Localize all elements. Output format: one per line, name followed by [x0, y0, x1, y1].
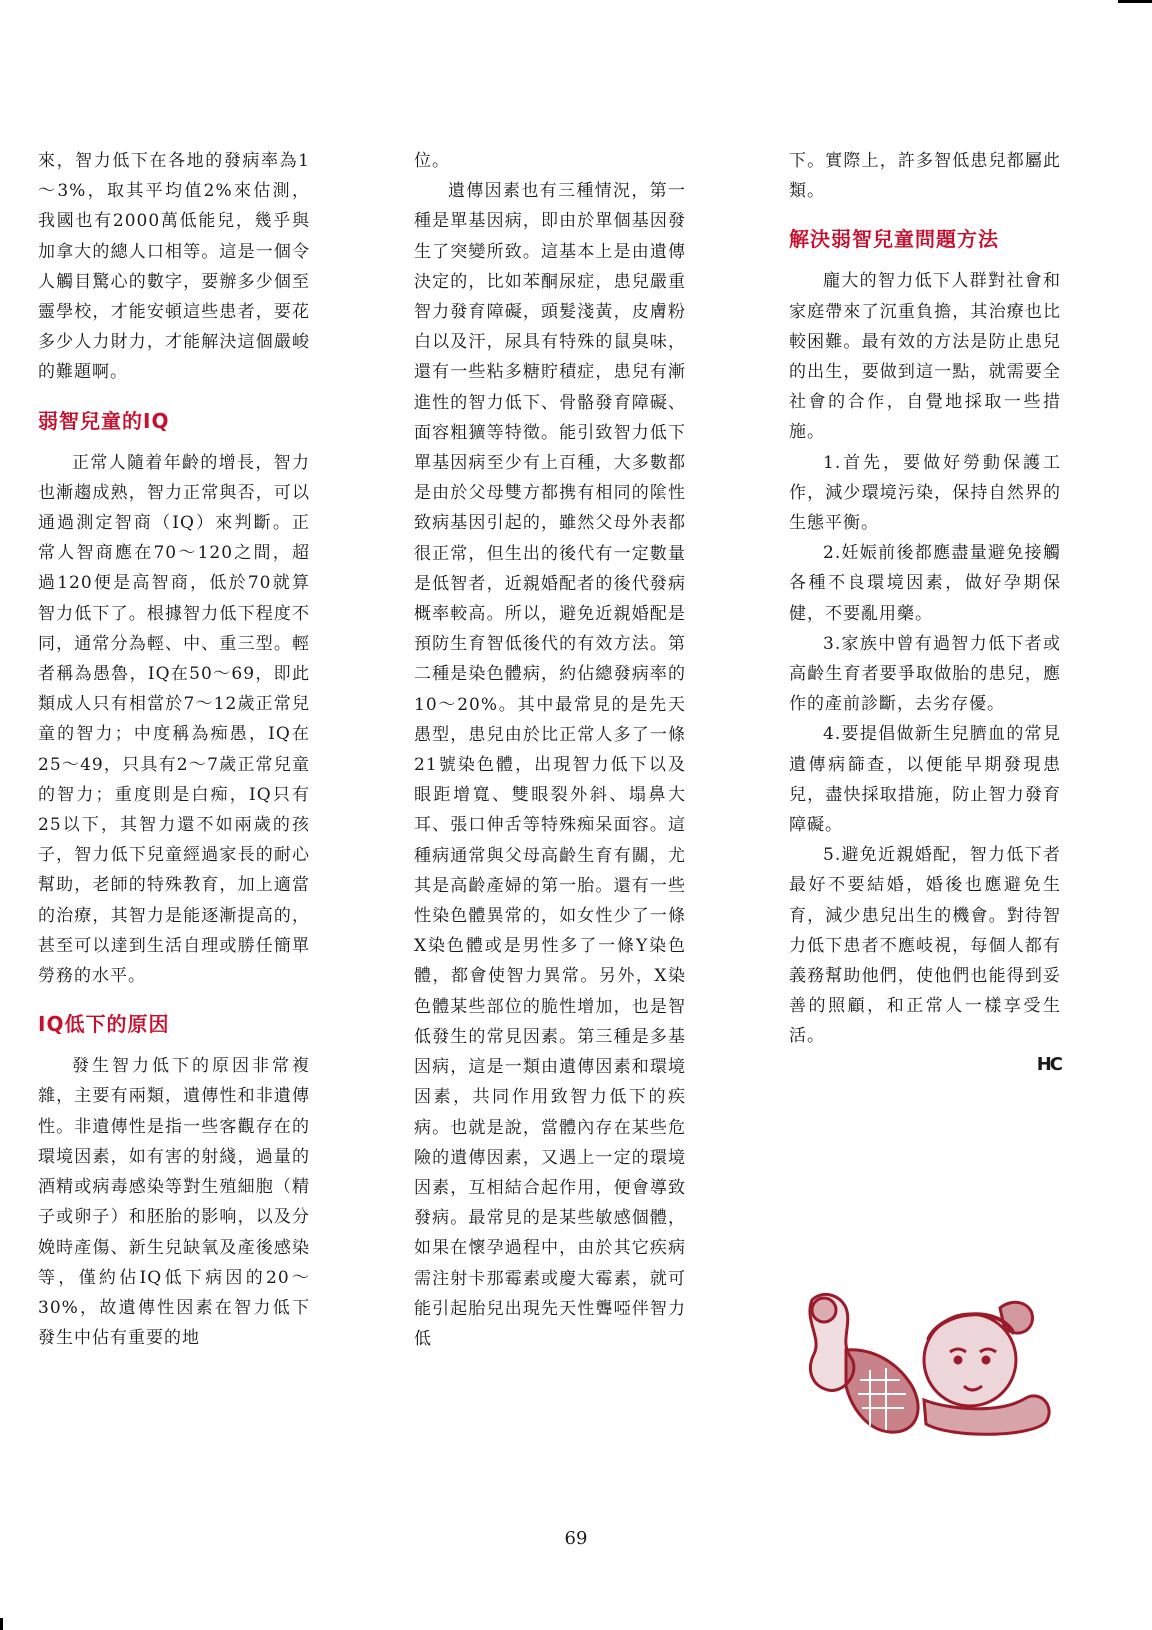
- section-heading-causes: IQ低下的原因: [38, 1012, 170, 1037]
- baby-illustration-icon: [800, 1290, 1070, 1440]
- paragraph: 4.要提倡做新生兒臍血的常見遺傳病篩查，以便能早期發現患兒，盡快採取措施，防止智力發育障礙。: [789, 724, 1061, 836]
- page-number: 69: [564, 1528, 588, 1549]
- column-3: [789, 146, 1061, 1075]
- paragraph: 位。: [414, 151, 450, 171]
- column-2: [414, 146, 686, 1354]
- paragraph: 5.避免近親婚配，智力低下者最好不要結婚，婚後也應避免生育，減少患兒出生的機會。對待智力低下患者不應岐視，每個人都有義務幫助他們，使他們也能得到妥善的照顧，和正常人一樣享受生活。: [789, 845, 1061, 1047]
- paragraph: 3.家族中曾有過智力低下者或高齡生育者要爭取做胎的患兒，應作的產前診斷，去劣存優。: [789, 633, 1061, 715]
- paragraph: 2.妊娠前後都應盡量避免接觸各種不良環境因素，做好孕期保健，不要亂用藥。: [789, 543, 1061, 624]
- end-mark: HC: [1036, 1053, 1061, 1075]
- crop-mark: [0, 1618, 3, 1630]
- paragraph: 遺傳因素也有三種情況，第一種是單基因病，即由於單個基因發生了突變所致。這基本上是由遺傳決定的，比如苯酮尿症，患兒嚴重智力發育障礙，頭髮淺黃，皮膚粉白以及汗，尿具有特殊的鼠臭味，還有一些粘多糖貯積症，患兒有漸進性的智力低下、骨骼發育障礙、面容粗獷等特徵。能引致智力低下單基因病至少有上百種，大多數都是由於父母雙方都携有相同的隂性致病基因引起的，雖然父母外表都很正常，但生出的後代有一定數量是低智者，近親婚配者的後代發病概率較高。所以，避免近親婚配是預防生育智低後代的有效方法。第二種是染色體病，約佔總發病率的10～20%。其中最常見的是先天愚型，患兒由於比正常人多了一條21號染色體，出現智力低下以及眼距增寬、雙眼裂外斜、塌鼻大耳、張口伸舌等特殊痴呆面容。這種病通常與父母高齡生育有關，尤其是高齡產婦的第一胎。還有一些性染色體異常的，如女性少了一條X染色體或是男性多了一條Y染色體，都會使智力異常。另外，X染色體某些部位的脆性增加，也是智低發生的常見因素。第三種是多基因病，這是一類由遺傳因素和環境因素，共同作用致智力低下的疾病。也就是說，當體內存在某些危險的遺傳因素，又遇上一定的環境因素，互相結合起作用，便會導致發病。最常見的是某些敏感個體，如果在懷孕過程中，由於其它疾病需注射卡那霉素或慶大霉素，就可能引起胎兒出現先天性聾啞伴智力低: [414, 181, 686, 1349]
- paragraph: 1.首先，要做好勞動保護工作，減少環境污染，保持自然界的生態平衡。: [789, 452, 1061, 534]
- section-heading-solutions: 解決弱智兒童問題方法: [789, 227, 999, 252]
- paragraph: 正常人隨着年齡的增長，智力也漸趨成熟，智力正常與否，可以通過測定智商（IQ）來判斷。正常人智商應在70～120之間，超過120便是高智商，低於70就算智力低下了。根據智力低下程度不同，通常分為輕、中、重三型。輕者稱為愚魯，IQ在50～69，即此類成人只有相當於7～12歲正常兒童的智力；中度稱為痴愚，IQ在25～49，只具有2～7歲正常兒童的智力；重度則是白痴，IQ只有25以下，其智力還不如兩歲的孩子，智力低下兒童經過家長的耐心幫助，老師的特殊教育，加上適當的治療，其智力是能逐漸提高的，甚至可以達到生活自理或勝任簡單勞務的水平。: [38, 452, 310, 987]
- section-heading-iq: 弱智兒童的IQ: [38, 408, 170, 433]
- paragraph: 來，智力低下在各地的發病率為1～3%，取其平均值2%來估測，我國也有2000萬低能兒，幾乎與加拿大的總人口相等。這是一個令人觸目驚心的數字，要辦多少個至靈學校，才能安頓這些患者，要花多少人力財力，才能解決這個嚴峻的難題啊。: [38, 151, 310, 383]
- column-1: [38, 146, 310, 1353]
- paragraph: 下。實際上，許多智低患兒都屬此類。: [789, 151, 1061, 202]
- paragraph: 發生智力低下的原因非常複雜，主要有兩類，遺傳性和非遺傳性。非遺傳性是指一些客觀存在的環境因素，如有害的射綫，過量的酒精或病毒感染等對生殖細胞（精子或卵子）和胚胎的影响，以及分娩時產傷、新生兒缺氧及產後感染等，僅約佔IQ低下病因的20～30%，故遺傳性因素在智力低下發生中佔有重要的地: [38, 1056, 310, 1349]
- crop-mark: [1118, 0, 1152, 3]
- paragraph: 龐大的智力低下人群對社會和家庭帶來了沉重負擔，其治療也比較困難。最有效的方法是防止患兒的出生，要做到這一點，就需要全社會的合作，自覺地採取一些措施。: [789, 271, 1061, 443]
